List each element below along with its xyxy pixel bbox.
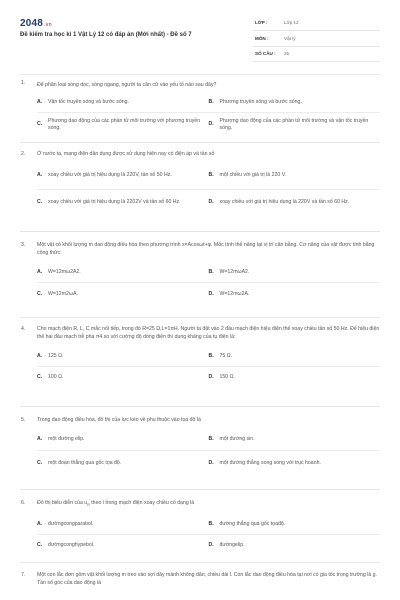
question-2 [20,143,380,231]
question-3 [20,232,380,317]
document-header [20,12,380,72]
option-text: xoay chiều với giá trị hiệu dụng là 220V, tần số 50 Hz. [48,172,172,179]
options [37,163,380,216]
option-c[interactable] [37,283,209,305]
option-text: xoay chiều với giá trị hiệu dụng là 220V và tần số 60 Hz. [219,199,350,206]
option-label: A. [37,172,43,179]
option-a[interactable] [37,346,209,366]
option-label: B. [208,436,214,443]
question-text: Để phân loại sóng dọc, sóng ngang, người ta căn cứ vào yếu tố nào sau đây? [37,82,217,88]
meta-row-subject [253,33,380,47]
question-6 [20,490,380,562]
option-label: D. [208,290,214,297]
question-number: 6. [21,500,26,506]
question-7 [20,563,380,593]
site-logo[interactable] [20,17,52,31]
option-c[interactable] [37,367,209,387]
option-a[interactable] [37,163,209,189]
option-label: C. [37,541,43,548]
option-text: W=12m2ωA. [48,290,78,297]
option-a[interactable] [37,430,209,450]
option-a[interactable] [37,514,209,534]
option-b[interactable] [209,262,381,282]
option-label: C. [37,199,43,206]
option-d[interactable] [209,535,381,555]
option-c[interactable] [37,535,209,555]
question-4 [20,318,380,406]
meta-key: SỐ CÂU : [255,51,276,56]
option-label: C. [37,373,43,380]
option-label: B. [208,520,214,527]
option-text: 75 Ω. [219,352,233,359]
question-text: Một con lắc đơn gồm vật khối lượng m treo vào sợi dây mảnh không dãn, chiều dài l. Con lắc dao động điều hòa tại nơi có gia tốc trọng trường là g. Tần số góc của dao động là [37,572,378,586]
option-text: một đường elip. [48,436,85,443]
option-label: D. [208,121,214,128]
question-1 [20,80,380,142]
question-text-before: Đồ thị biểu diễn của u [37,500,88,506]
question-text: Một vật có khối lượng m dao động điều hòa theo phương trình x=Acosωt+φ. Mốc tính thế năng tại vị trí cân bằng. Cơ năng của vật được tính bằng công thức: [37,242,375,256]
option-label: C. [37,121,43,128]
page-title: Đề kiểm tra học kì 1 Vật Lý 12 có đáp án (Mới nhất) - Đề số 7 [20,32,192,38]
option-label: B. [208,352,214,359]
option-label: C. [37,460,43,467]
options [37,94,380,137]
option-text: Vận tốc truyền sóng và bước sóng. [48,99,129,106]
option-label: D. [208,199,214,206]
option-label: A. [37,436,43,443]
header-divider [20,74,380,75]
option-text: 125 Ω. [48,352,64,359]
option-d[interactable] [209,283,381,305]
question-number: 3. [21,242,26,248]
question-number: 4. [21,326,26,332]
option-d[interactable] [209,190,381,216]
meta-value: 25 [284,51,290,56]
option-c[interactable] [37,451,209,477]
option-b[interactable] [209,514,381,534]
option-b[interactable] [209,346,381,366]
options [37,346,380,387]
option-text: đường thẳng qua gốc tọađộ. [219,520,286,527]
option-label: B. [208,172,214,179]
question-5 [20,407,380,489]
meta-key: LỚP : [255,20,268,25]
question-number: 1. [21,80,26,86]
option-a[interactable] [37,262,209,282]
question-number: 2. [21,151,26,157]
question-text: Cho mạch điện R, L, C mắc nối tiếp, trong đó R=25 Ω,L=1πH. Người ta đặt vào 2 đầu mạch điện hiệu điện thế xoay chiều tần số 50 Hz. Để hiệu điện thế hai đầu mạch trễ pha π4 so với cường độ dòng điện thì dung kháng của tụ điện là: [37,326,380,340]
question-text-after: theo i trong mạch điện xoay chiều có dạng là [89,500,195,506]
meta-value: Lớp 12 [284,20,299,25]
option-label: B. [208,99,214,106]
options [37,262,380,305]
option-text: W=12mω2A2. [48,268,81,275]
option-text: Phương dao động của các phần tử môi trường và vận tốc truyền sóng. [219,117,369,131]
meta-value: Vật lý [284,35,296,41]
options [37,514,380,555]
option-label: D. [208,541,214,548]
option-label: A. [37,352,43,359]
option-c[interactable] [37,113,209,137]
meta-row-grade [253,17,380,31]
option-label: D. [208,460,214,467]
option-d[interactable] [209,367,381,387]
option-text: Phương truyền sóng và bước sóng. [219,99,302,106]
option-text: Phương dao động của các phần tử môi trường với phương truyền sóng. [48,117,201,131]
option-text: một đường thẳng song song với trục hoành. [219,460,321,467]
option-b[interactable] [209,430,381,450]
option-text: W=12mωA2. [219,268,250,275]
option-text: một đường sin. [219,436,255,443]
option-label: C. [37,290,43,297]
question-number: 7. [21,572,26,578]
question-list [20,80,380,593]
question-text: Trong dao động điều hòa, đồ thị của lực kéo về phụ thuộc vào tọa độ là [37,417,201,423]
option-label: A. [37,268,43,275]
logo-main: 2048 [20,18,44,29]
option-label: D. [208,373,214,380]
option-text: một đoạn thẳng qua gốc tọa độ. [48,460,122,467]
options [37,430,380,477]
option-text: W=12mω2A. [219,290,250,297]
option-label: A. [37,99,43,106]
option-text: 100 Ω. [48,373,64,380]
option-text: đườngelip. [219,541,245,548]
option-c[interactable] [37,190,209,216]
option-label: B. [208,268,214,275]
option-text: một chiều với giá trị là 220 V. [219,172,287,179]
question-number: 5. [21,417,26,423]
option-text: xoay chiều với giá trị hiệu dụng là 2202V và tần số 60 Hz. [48,199,181,206]
option-text: 150 Ω. [219,373,235,380]
option-text: đườngconghypebol. [48,541,95,548]
logo-suffix: .vn [44,22,52,28]
meta-key: MÔN : [255,35,269,41]
meta-row-count [253,48,380,62]
option-a[interactable] [37,94,209,112]
option-b[interactable] [209,163,381,189]
option-b[interactable] [209,94,381,112]
option-label: A. [37,520,43,527]
option-text: đườngcongparabol. [48,520,94,527]
option-d[interactable] [209,451,381,477]
question-text: Ở nước ta, mạng điện dân dụng được sử dụng hiện nay có điện áp và tần số [37,151,215,157]
option-d[interactable] [209,113,381,137]
meta-table [253,17,380,64]
question-text-sub: R [87,503,90,508]
